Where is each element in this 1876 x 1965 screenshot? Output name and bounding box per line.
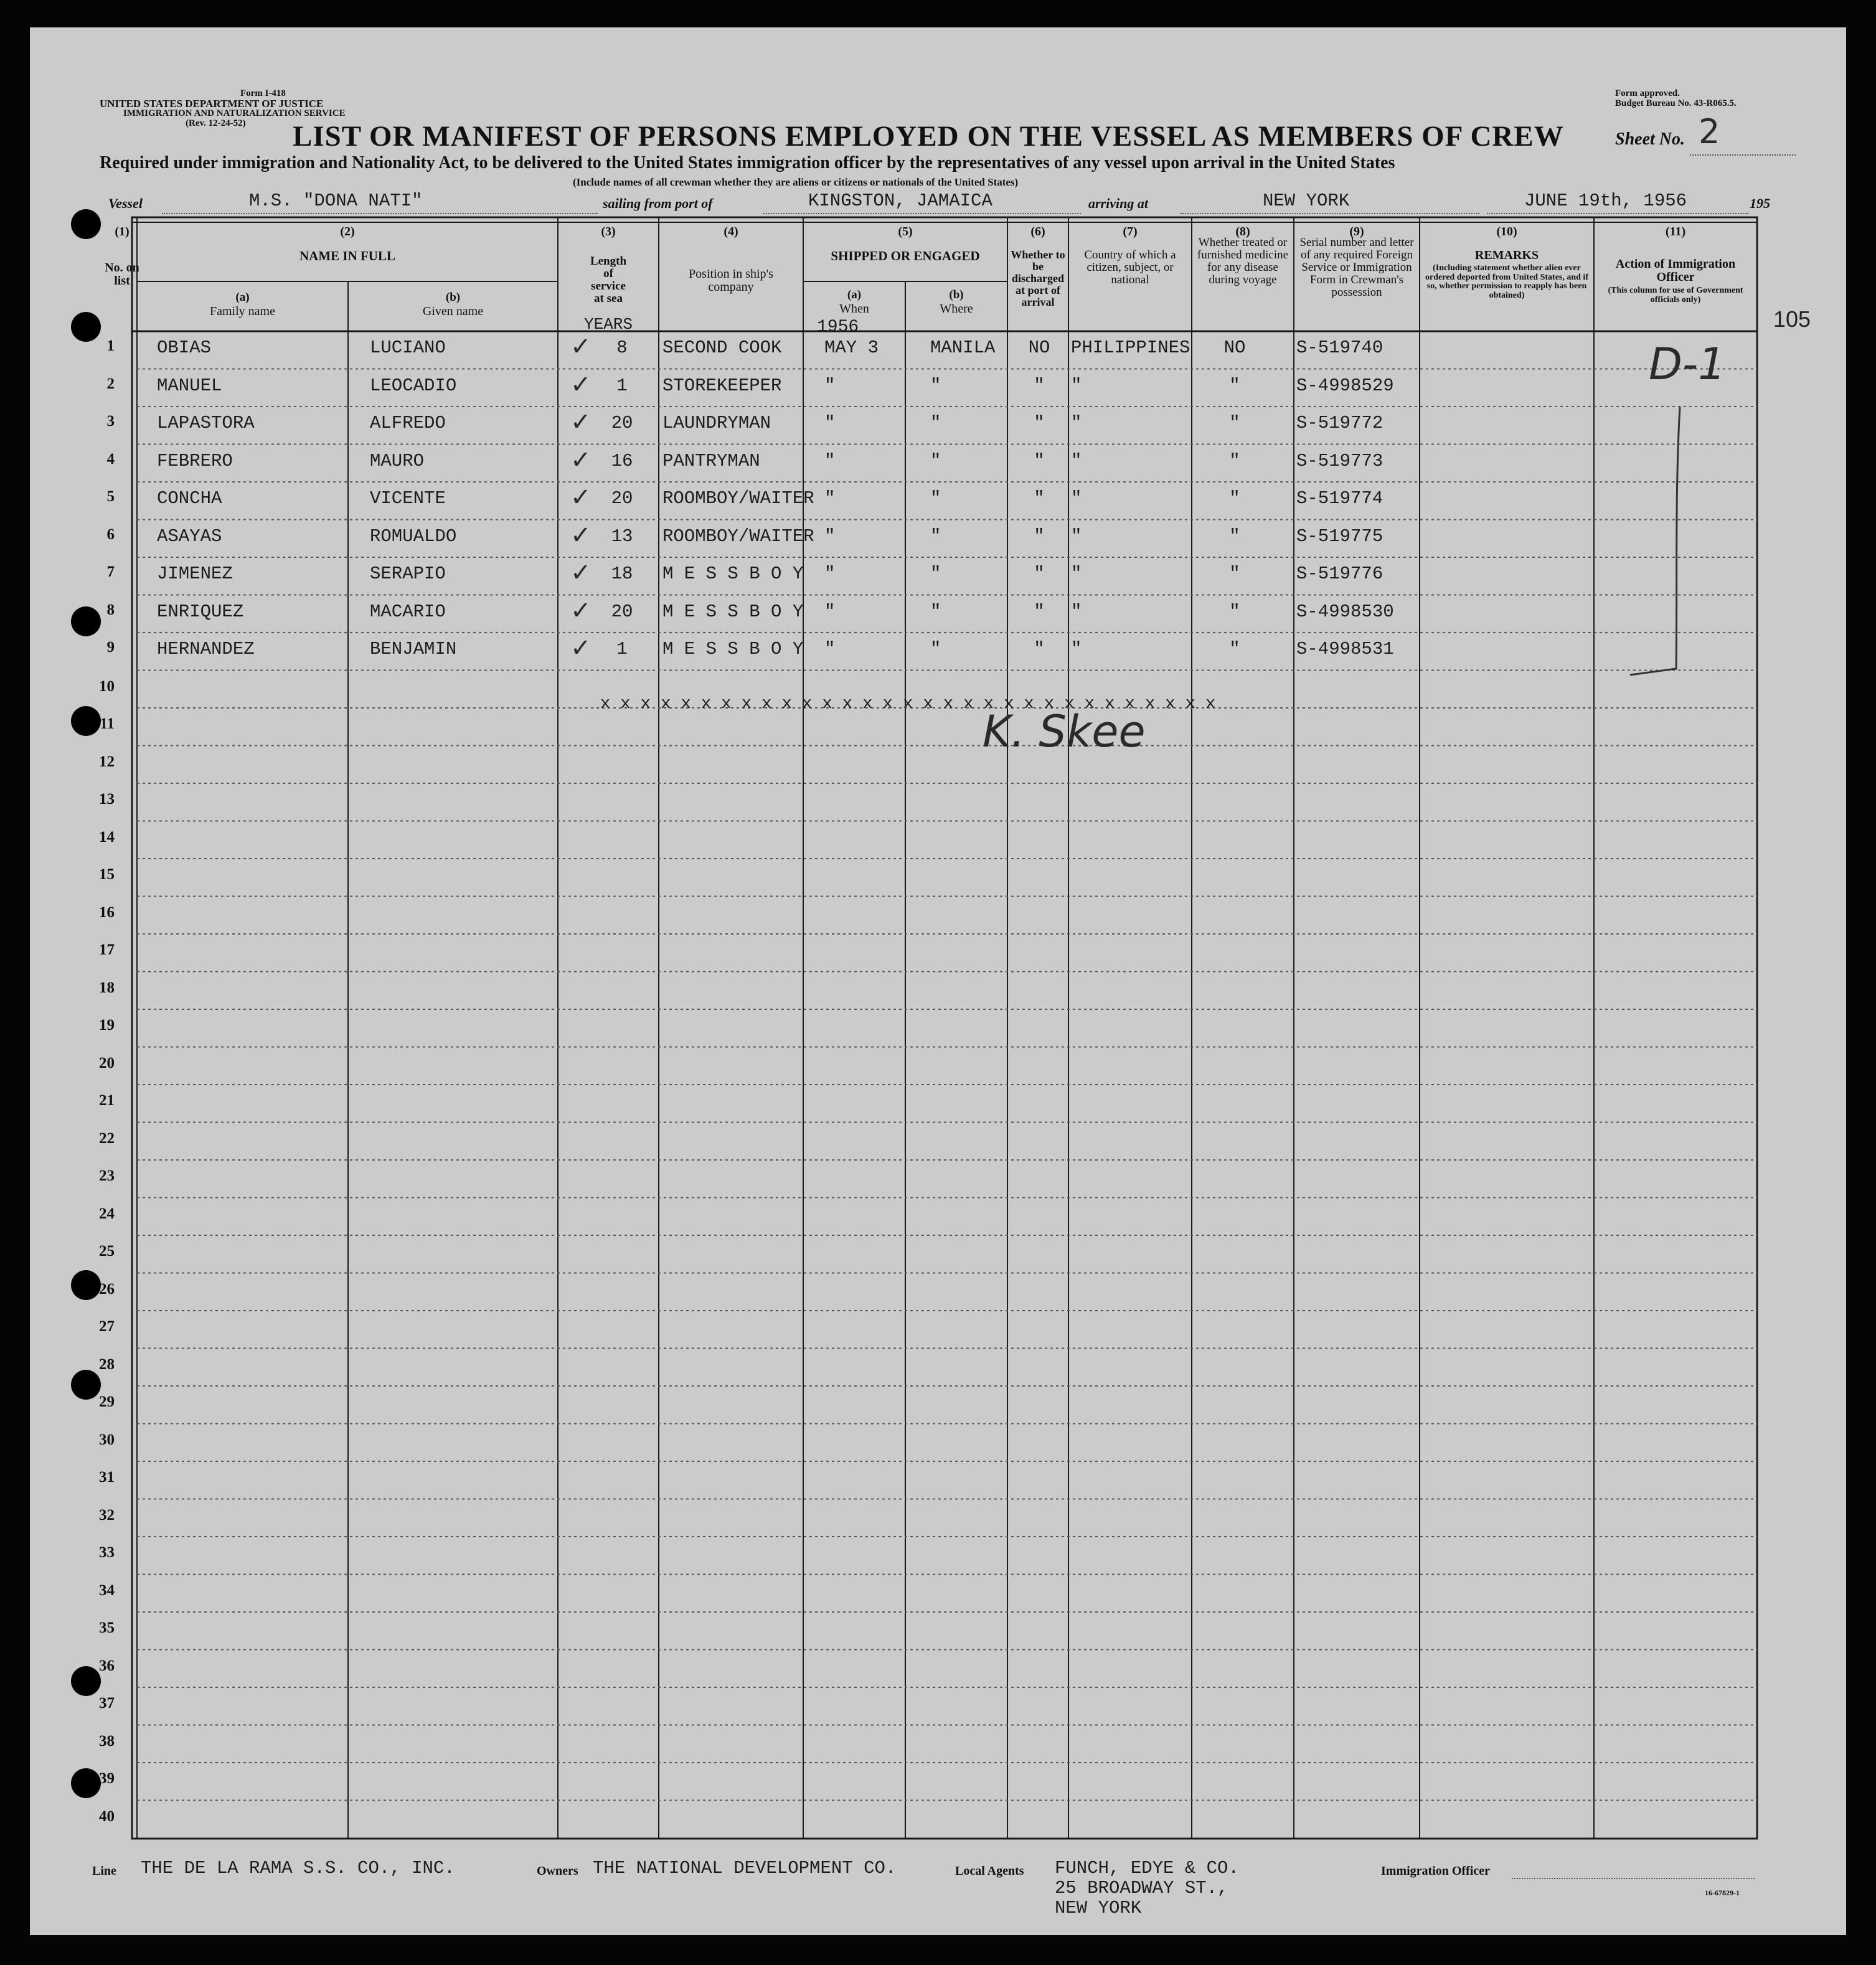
col9-header: Serial number and letter of any required Foreign Service or Immigration Form in Crewman's possession — [1299, 236, 1414, 299]
cell-no: 5 — [106, 488, 115, 505]
col4-header: Position in ship's company — [689, 267, 773, 294]
cell-treated: " — [1229, 563, 1240, 584]
cell-family: FEBRERO — [157, 450, 233, 471]
col9-num: (9) — [1349, 225, 1364, 238]
agents-name: FUNCH, EDYE & CO. — [1055, 1858, 1239, 1878]
row-number: 13 — [99, 791, 115, 808]
cell-given: ROMUALDO — [370, 525, 457, 547]
row-number: 20 — [99, 1054, 115, 1072]
cell-discharge: " — [1034, 563, 1045, 584]
cell-where: " — [930, 639, 941, 659]
line-name: THE DE LA RAMA S.S. CO., INC. — [141, 1858, 455, 1878]
cell-given: LUCIANO — [370, 337, 446, 358]
cell-no: 3 — [106, 413, 115, 430]
col6-num: (6) — [1030, 225, 1045, 238]
row-number: 18 — [99, 979, 115, 996]
cell-where: " — [930, 488, 941, 509]
cell-years: 16 — [611, 450, 633, 471]
sheet-number: 2 — [1699, 112, 1720, 151]
cell-treated: " — [1229, 601, 1240, 622]
col5a-num: (a) — [847, 288, 862, 301]
signature: K. Skee — [983, 706, 1146, 757]
cell-position: M E S S B O Y — [662, 601, 804, 622]
row-number: 15 — [99, 866, 115, 883]
row-number: 33 — [99, 1544, 115, 1561]
checkmark-icon: ✓ — [570, 332, 592, 361]
col7-header: Country of which a citizen, subject, or national — [1084, 248, 1176, 286]
cell-country: " — [1071, 525, 1082, 547]
agents-label: Local Agents — [955, 1864, 1024, 1878]
col3-num: (3) — [601, 225, 616, 238]
cell-years: 20 — [611, 488, 633, 509]
cell-when: " — [824, 375, 836, 396]
col8-num: (8) — [1235, 225, 1250, 238]
row-number: 34 — [99, 1581, 115, 1599]
service: IMMIGRATION AND NATURALIZATION SERVICE — [123, 108, 346, 118]
checkmark-icon: ✓ — [570, 408, 592, 436]
cell-discharge: " — [1034, 450, 1045, 471]
form-approved: Form approved. — [1615, 88, 1680, 98]
row-number: 40 — [99, 1807, 115, 1825]
row-number: 37 — [99, 1695, 115, 1712]
cell-when: " — [824, 563, 836, 584]
cell-country: " — [1071, 413, 1082, 433]
row-number: 10 — [99, 677, 115, 695]
vessel-label: Vessel — [108, 196, 143, 211]
col6-header: Whether to be discharged at port of arrival — [1011, 248, 1065, 308]
cell-family: CONCHA — [157, 488, 222, 509]
cell-no: 7 — [106, 563, 115, 580]
checkmark-icon: ✓ — [570, 596, 592, 625]
budget-bureau: Budget Bureau No. 43-R065.5. — [1615, 98, 1737, 108]
cell-serial: S-519775 — [1296, 525, 1383, 547]
col4-num: (4) — [724, 225, 738, 238]
cell-discharge: " — [1034, 375, 1045, 396]
checkmark-icon: ✓ — [570, 483, 592, 512]
cell-where: MANILA — [930, 337, 996, 358]
row-number: 28 — [99, 1355, 115, 1373]
stamp-number: 105 — [1773, 306, 1811, 332]
cell-given: SERAPIO — [370, 563, 446, 584]
cell-country: " — [1071, 375, 1082, 396]
col3-header: Length of service at sea — [590, 255, 627, 305]
row-number: 21 — [99, 1092, 115, 1109]
cell-position: STOREKEEPER — [662, 375, 782, 396]
cell-no: 1 — [106, 337, 115, 354]
row-number: 12 — [99, 753, 115, 770]
cell-no: 8 — [106, 601, 115, 618]
row-number: 35 — [99, 1619, 115, 1636]
row-number: 32 — [99, 1506, 115, 1524]
cell-serial: S-519772 — [1296, 413, 1383, 433]
cell-years: 8 — [616, 337, 628, 358]
cell-position: ROOMBOY/WAITER — [662, 525, 814, 547]
cell-when: " — [824, 601, 836, 622]
cell-treated: " — [1229, 450, 1240, 471]
sailing-label: sailing from port of — [603, 196, 713, 211]
row-number: 36 — [99, 1657, 115, 1674]
col2a-header: Family name — [210, 304, 275, 318]
department: UNITED STATES DEPARTMENT OF JUSTICE — [100, 98, 324, 110]
bracket-mark — [1624, 401, 1699, 694]
row-number: 29 — [99, 1393, 115, 1410]
cell-family: ENRIQUEZ — [157, 601, 244, 622]
col5b-num: (b) — [949, 288, 964, 301]
col5a-header: When — [839, 302, 869, 316]
col2a-num: (a) — [235, 291, 250, 304]
cell-serial: S-519774 — [1296, 488, 1383, 509]
officer-mark: D-1 — [1649, 339, 1726, 390]
cell-where: " — [930, 563, 941, 584]
arriving-port: NEW YORK — [1263, 191, 1350, 211]
cell-serial: S-519776 — [1296, 563, 1383, 584]
row-number: 25 — [99, 1243, 115, 1260]
row-number: 30 — [99, 1431, 115, 1448]
year-suffix: 195 — [1750, 196, 1770, 211]
cell-discharge: " — [1034, 601, 1045, 622]
page-title: LIST OR MANIFEST OF PERSONS EMPLOYED ON THE VESSEL AS MEMBERS OF CREW — [293, 120, 1564, 153]
cancel-marks: x x x x x x x x x x x x x x x x x x x x x x x x x x x x x x x — [600, 695, 1216, 714]
cell-country: PHILIPPINES — [1071, 337, 1190, 358]
cell-given: VICENTE — [370, 488, 446, 509]
cell-serial: S-4998530 — [1296, 601, 1394, 622]
col2b-header: Given name — [422, 304, 484, 318]
col5-num: (5) — [898, 225, 913, 238]
cell-given: LEOCADIO — [370, 375, 457, 396]
col10-header: REMARKS — [1474, 248, 1539, 262]
cell-treated: " — [1229, 525, 1240, 547]
sheet-label: Sheet No. — [1615, 130, 1685, 149]
cell-when: " — [824, 525, 836, 547]
manifest-sheet — [30, 27, 1846, 1935]
cell-country: " — [1071, 563, 1082, 584]
cell-family: LAPASTORA — [157, 413, 255, 433]
row-number: 38 — [99, 1732, 115, 1750]
cell-years: 13 — [611, 525, 633, 547]
cell-family: JIMENEZ — [157, 563, 233, 584]
cell-family: OBIAS — [157, 337, 212, 358]
arrival-date: JUNE 19th, 1956 — [1524, 191, 1687, 211]
cell-country: " — [1071, 450, 1082, 471]
form-number: Form I-418 — [240, 88, 286, 98]
cell-given: BENJAMIN — [370, 639, 457, 659]
officer-label: Immigration Officer — [1381, 1864, 1490, 1878]
col5-header: SHIPPED OR ENGAGED — [831, 248, 980, 263]
revision: (Rev. 12-24-52) — [186, 118, 246, 128]
agents-address-1: 25 BROADWAY ST., — [1055, 1878, 1228, 1898]
cell-given: MAURO — [370, 450, 425, 471]
row-number: 14 — [99, 828, 115, 846]
col11-header: Action of Immigration Officer — [1615, 257, 1736, 284]
cell-when: " — [824, 413, 836, 433]
cell-no: 9 — [106, 639, 115, 656]
col8-header: Whether treated or furnished medicine for any disease during voyage — [1197, 236, 1289, 286]
row-number: 23 — [99, 1167, 115, 1184]
cell-years: 18 — [611, 563, 633, 584]
row-number: 11 — [100, 715, 115, 732]
cell-discharge: " — [1034, 413, 1045, 433]
cell-treated: NO — [1223, 337, 1246, 358]
owners-name: THE NATIONAL DEVELOPMENT CO. — [593, 1858, 897, 1878]
cell-family: MANUEL — [157, 375, 222, 396]
cell-no: 4 — [106, 450, 115, 468]
cell-given: MACARIO — [370, 601, 446, 622]
years-label: YEARS — [584, 315, 633, 334]
subtitle: Required under immigration and Nationality Act, to be delivered to the United States immigration officer by the representatives of any vessel upon arrival in the United States — [100, 153, 1395, 172]
cell-years: 1 — [616, 375, 628, 396]
line-label: Line — [92, 1864, 116, 1878]
row-number: 31 — [99, 1469, 115, 1486]
row-number: 16 — [99, 903, 115, 921]
col10-num: (10) — [1496, 225, 1517, 238]
cell-no: 6 — [106, 525, 115, 543]
cell-years: 1 — [616, 639, 628, 659]
cell-where: " — [930, 413, 941, 433]
row-number: 22 — [99, 1129, 115, 1147]
cell-country: " — [1071, 488, 1082, 509]
cell-when: " — [824, 488, 836, 509]
cell-treated: " — [1229, 488, 1240, 509]
col2b-num: (b) — [445, 291, 461, 304]
row-number: 24 — [99, 1205, 115, 1222]
cell-where: " — [930, 375, 941, 396]
cell-country: " — [1071, 601, 1082, 622]
cell-when: MAY 3 — [824, 337, 879, 358]
cell-years: 20 — [611, 601, 633, 622]
checkmark-icon: ✓ — [570, 634, 592, 662]
cell-serial: S-4998529 — [1296, 375, 1394, 396]
print-code: 16-67829-1 — [1705, 1888, 1740, 1897]
cell-discharge: " — [1034, 639, 1045, 659]
cell-given: ALFREDO — [370, 413, 446, 433]
cell-where: " — [930, 525, 941, 547]
row-number: 26 — [99, 1280, 115, 1298]
cell-treated: " — [1229, 375, 1240, 396]
cell-position: SECOND COOK — [662, 337, 782, 358]
cell-position: ROOMBOY/WAITER — [662, 488, 814, 509]
instruction-note: (Include names of all crewman whether they are aliens or citizens or nationals of the United States) — [573, 176, 1019, 188]
cell-discharge: NO — [1028, 337, 1050, 358]
col2-num: (2) — [340, 225, 355, 238]
cell-country: " — [1071, 639, 1082, 659]
cell-position: PANTRYMAN — [662, 450, 760, 471]
arriving-label: arriving at — [1088, 196, 1148, 211]
cell-no: 2 — [106, 375, 115, 392]
cell-when: " — [824, 639, 836, 659]
cell-position: LAUNDRYMAN — [662, 413, 771, 433]
cell-serial: S-519773 — [1296, 450, 1383, 471]
col1-header: No. on list — [105, 261, 139, 288]
vessel-name: M.S. "DONA NATI" — [249, 191, 423, 211]
cell-serial: S-519740 — [1296, 337, 1383, 358]
sailing-port: KINGSTON, JAMAICA — [808, 191, 992, 211]
cell-treated: " — [1229, 413, 1240, 433]
row-number: 17 — [99, 941, 115, 958]
checkmark-icon: ✓ — [570, 558, 592, 587]
cell-treated: " — [1229, 639, 1240, 659]
cell-position: M E S S B O Y — [662, 639, 804, 659]
cell-when: " — [824, 450, 836, 471]
cell-family: HERNANDEZ — [157, 639, 255, 659]
when-year: 1956 — [817, 318, 859, 337]
checkmark-icon: ✓ — [570, 370, 592, 399]
cell-years: 20 — [611, 413, 633, 433]
col5b-header: Where — [940, 302, 973, 316]
row-number: 19 — [99, 1017, 115, 1034]
checkmark-icon: ✓ — [570, 445, 592, 474]
row-number: 39 — [99, 1770, 115, 1787]
col1-num: (1) — [115, 225, 130, 238]
agents-address-2: NEW YORK — [1055, 1898, 1142, 1918]
col10-note: (Including statement whether alien ever ordered deported from United States, and if so, whether permission to reapply has been obtained) — [1425, 263, 1588, 301]
cell-discharge: " — [1034, 488, 1045, 509]
cell-serial: S-4998531 — [1296, 639, 1394, 659]
col2-header: NAME IN FULL — [299, 248, 395, 263]
cell-family: ASAYAS — [157, 525, 222, 547]
row-number: 27 — [99, 1318, 115, 1335]
owners-label: Owners — [537, 1864, 578, 1878]
col7-num: (7) — [1123, 225, 1138, 238]
cell-where: " — [930, 450, 941, 471]
checkmark-icon: ✓ — [570, 521, 592, 550]
col11-note: (This column for use of Government officials only) — [1608, 286, 1743, 304]
cell-where: " — [930, 601, 941, 622]
cell-position: M E S S B O Y — [662, 563, 804, 584]
cell-discharge: " — [1034, 525, 1045, 547]
col11-num: (11) — [1665, 225, 1686, 238]
